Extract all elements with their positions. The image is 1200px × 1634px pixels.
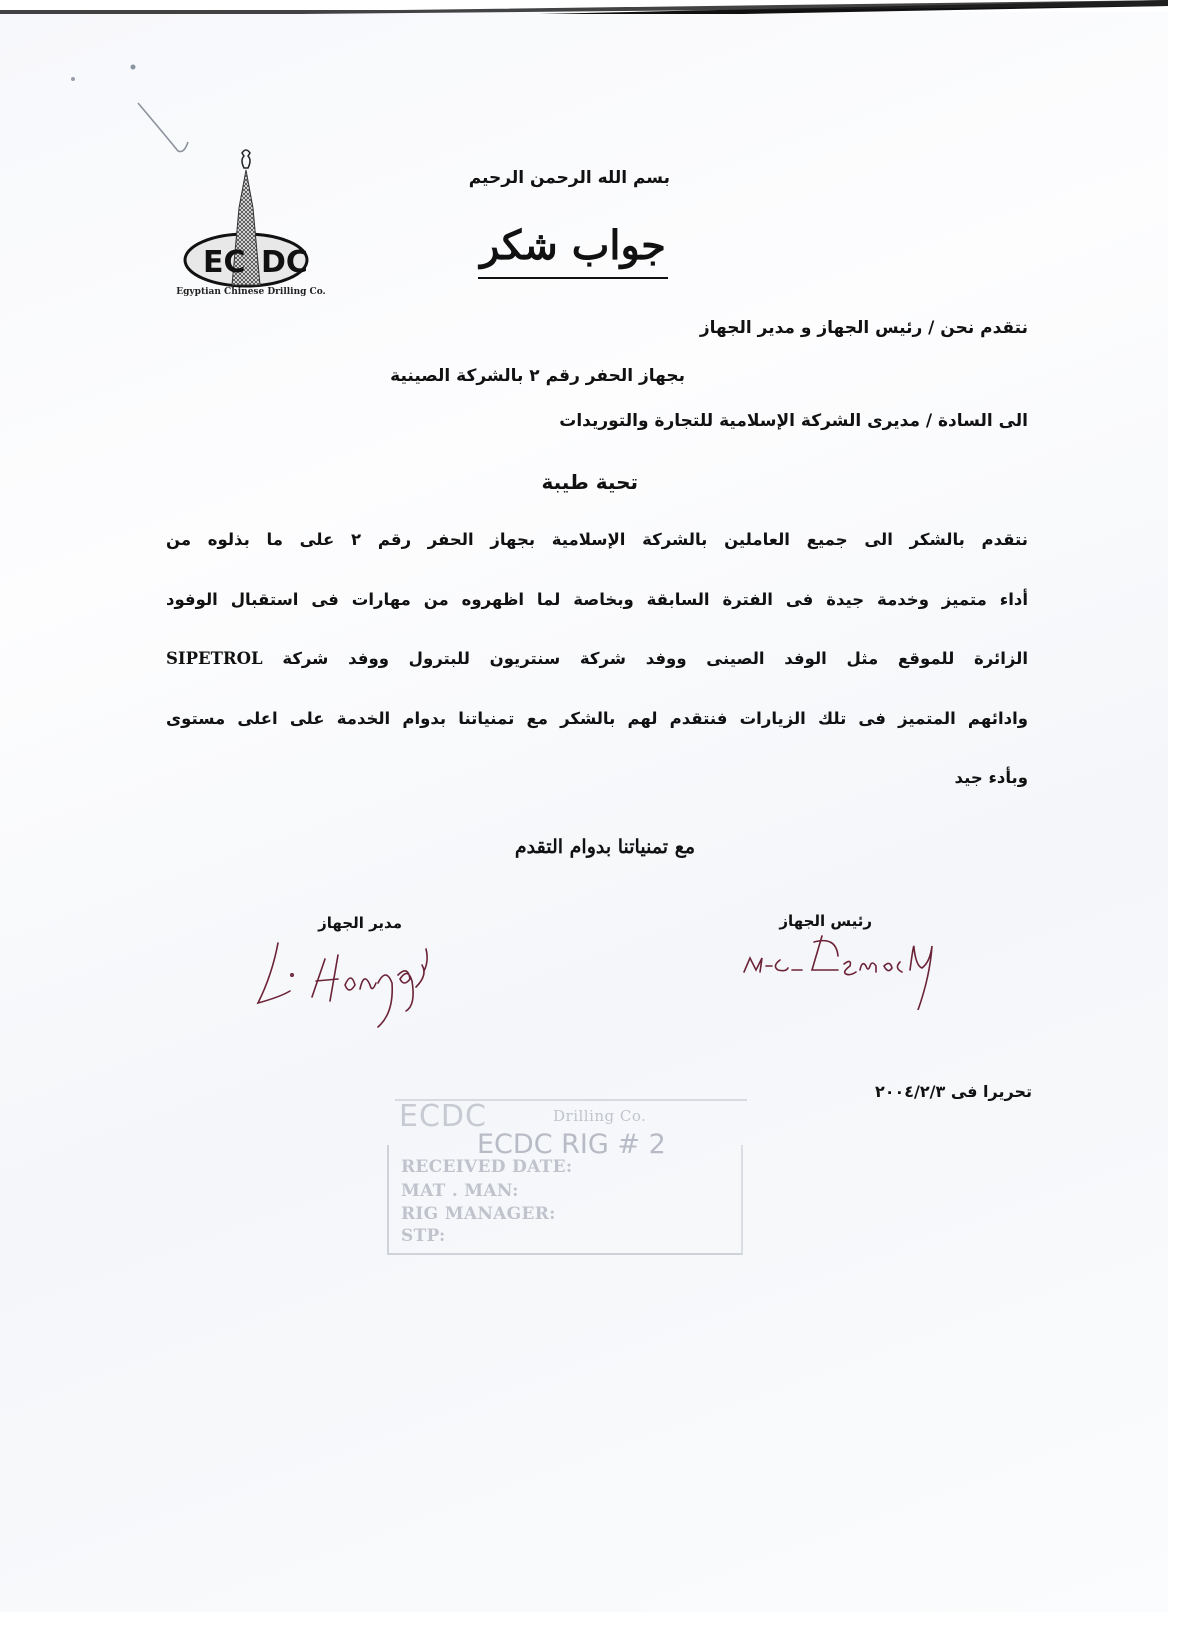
stamp-field-rig-manager: RIG MANAGER: xyxy=(401,1204,556,1224)
company-name-sipetrol: SIPETROL xyxy=(166,649,263,668)
date-line: تحريرا فى ٢٠٠٤/٢/٣ xyxy=(874,1082,1032,1101)
recipient-line: الى السادة / مديرى الشركة الإسلامية للتجارة والتوريدات xyxy=(559,411,1028,431)
ecdc-logo xyxy=(166,148,336,308)
rig-manager-title: مدير الجهاز xyxy=(318,914,402,932)
body-line: أداء متميز وخدمة جيدة فى الفترة السابقة وبخاصة لما اظهروه من مهارات فى استقبال الوفود xyxy=(166,589,1028,609)
stamp-header xyxy=(395,1099,747,1134)
signature-li-hongyi xyxy=(250,935,460,1040)
svg-text:DC: DC xyxy=(261,245,308,280)
closing-line: مع تمنياتنا بدوام التقدم xyxy=(514,836,695,858)
company-caption: Egyptian Chinese Drilling Co. xyxy=(176,287,326,297)
body-line: وبأدء جيد xyxy=(954,768,1028,787)
letter-title: جواب شكر xyxy=(478,222,668,279)
from-line-2: بجهاز الحفر رقم ٢ بالشركة الصينية xyxy=(390,366,685,386)
basmala: بسم الله الرحمن الرحيم xyxy=(468,168,670,188)
body-line: وادائهم المتميز فى تلك الزيارات فنتقدم لهم بالشكر مع تمنياتنا بدوام الخدمة على اعلى مستوى xyxy=(166,708,1028,728)
stamp-field-received-date: RECEIVED DATE: xyxy=(401,1157,573,1177)
stamp-ecdc-text: ECDC xyxy=(399,1099,487,1134)
from-line-1: نتقدم نحن / رئيس الجهاز و مدير الجهاز xyxy=(699,318,1028,338)
rig-chief-title: رئيس الجهاز xyxy=(779,912,872,930)
stamp-company-text: Drilling Co. xyxy=(553,1107,647,1125)
svg-text:EC: EC xyxy=(203,245,246,280)
letter-body xyxy=(166,510,1028,808)
received-stamp xyxy=(387,1099,743,1255)
body-line-arabic: الزائرة للموقع مثل الوفد الصينى ووفد شركة سنتريون للبترول ووفد شركة xyxy=(282,649,1028,668)
greeting: تحية طيبة xyxy=(541,470,638,494)
body-line: نتقدم بالشكر الى جميع العاملين بالشركة الإسلامية بجهاز الحفر رقم ٢ على ما بذلوه من xyxy=(166,530,1028,549)
signature-m-el-demouly xyxy=(740,930,965,1010)
stamp-rig-number: ECDC RIG # 2 xyxy=(477,1129,666,1160)
stamp-field-mat-man: MAT . MAN: xyxy=(401,1181,519,1201)
stamp-field-stp: STP: xyxy=(401,1226,446,1246)
body-line xyxy=(166,629,1028,689)
